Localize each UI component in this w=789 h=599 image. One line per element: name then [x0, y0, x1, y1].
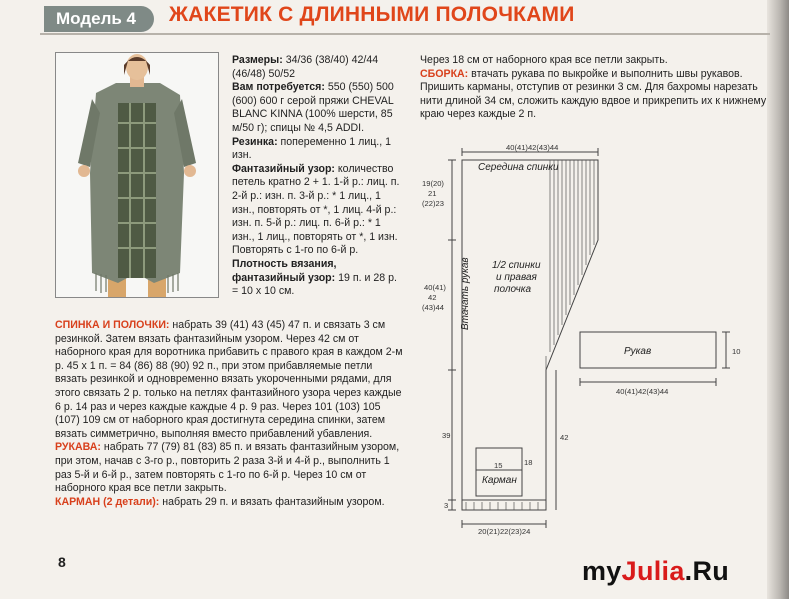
sleeves-heading: РУКАВА: — [55, 441, 101, 454]
header-divider — [40, 33, 770, 35]
model-tag — [44, 6, 154, 32]
continued-block — [420, 54, 768, 122]
page-binding-edge — [767, 0, 789, 599]
density-label: Плотность вязания, фантазийный узор: — [232, 257, 337, 284]
sleeve-label: Рукав — [624, 346, 652, 357]
watermark-logo — [582, 556, 729, 587]
height-3-text: 3 — [444, 501, 449, 510]
materials-value: 550 (550) 500 (600) 600 г серой пряжи CHEVAL BLANC KINNA (100% шерсти, 85 м/50 г); спицы № 4,5 ADDI. — [232, 81, 394, 134]
model-label: Модель 4 — [56, 9, 136, 28]
sleeve-height-text: 10 — [732, 347, 741, 356]
assembly-heading: СБОРКА: — [420, 67, 469, 80]
mid-height-text-3: (43)44 — [422, 303, 444, 312]
sleeve-insert-label: Втачать рукав — [460, 257, 471, 330]
top-height-text-2: 21 — [428, 189, 437, 198]
density-value: 19 п. и 28 р. = 10 х 10 см. — [232, 271, 397, 298]
fancy-pattern-label: Фантазийный узор: — [232, 162, 335, 175]
bottom-width-text: 20(21)22(23)24 — [478, 527, 531, 536]
pattern-diagram — [420, 140, 770, 540]
pocket-height-text: 18 — [524, 458, 533, 467]
instructions-block — [55, 319, 405, 509]
top-width-text: 40(41)42(43)44 — [506, 143, 559, 152]
middle-back-text: Середина спинки — [478, 162, 559, 173]
back-heading: СПИНКА И ПОЛОЧКИ: — [55, 319, 170, 331]
pocket-text: набрать 29 п. и вязать фантазийным узором. — [162, 495, 385, 508]
watermark-part-1: my — [582, 556, 622, 586]
height-42-text: 42 — [560, 433, 569, 442]
sizes-value: 34/36 (38/40) 42/44 (46/48) 50/52 — [232, 54, 379, 80]
materials-label: Вам потребуется: — [232, 81, 325, 94]
model-photo — [55, 52, 219, 298]
top-height-text-3: (22)23 — [422, 199, 444, 208]
center-label-1: 1/2 спинки — [492, 260, 541, 271]
height-39-text: 39 — [442, 431, 451, 440]
page-title: ЖАКЕТИК С ДЛИННЫМИ ПОЛОЧКАМИ — [169, 3, 575, 26]
mid-height-text-1: 40(41) — [424, 283, 446, 292]
center-label-3: полочка — [494, 284, 532, 295]
page-number: 8 — [58, 554, 66, 570]
mid-height-text-2: 42 — [428, 293, 437, 302]
top-height-text-1: 19(20) — [422, 179, 444, 188]
pocket-heading: КАРМАН (2 детали): — [55, 495, 160, 508]
sleeves-text: набрать 77 (79) 81 (83) 85 п. и вязать фантазийным узором, при этом, начав с 3-го р., повторить 2 раза 3-й и 4-й р., выполнить 1 раз 5-й и 6-й р., затем повторять с 1-го по 6-й р. Через 10 см от наборного края все петли закрыть. — [55, 441, 400, 495]
sizes-label: Размеры: — [232, 54, 283, 66]
assembly-text: втачать рукава по выкройке и выполнить швы рукавов. Пришить карманы, отступив от резинки 3 см. Для бахромы нарезать нити длиной 34 см, сложить каждую вдвое и прикрепить их к нижнему краю через каждые 2 п. — [420, 67, 767, 121]
pocket-width-text: 15 — [494, 461, 503, 470]
watermark-part-3: .Ru — [684, 556, 730, 586]
pocket-outline — [476, 448, 522, 496]
model-photo-illustration — [56, 53, 218, 297]
fancy-pattern-value: количество петель кратно 2 + 1. 1-й р.: лиц. п. 2-й р.: изн. п. 3-й р.: * 1 лиц., 1 изн., повторять от *, 1 лиц. 4-й р.: изн. п. 5-й р.: лиц. п. 6-й р.: * 1 изн., 1 лиц., повторять от *, 1 изн. Повторять с 1-го по 6-й р. — [232, 162, 400, 257]
pocket-label: Карман — [482, 475, 517, 486]
center-label-2: и правая — [496, 272, 537, 283]
back-text: набрать 39 (41) 43 (45) 47 п. и связать 3 см резинкой. Затем вязать фантазийным узором. Через 42 см от наборного края для воротника прибавить с правого края в каждом 2-м р. 45 х 1 п. = 84 (86) 88 (90) 92 п., при этом прибавляемые петли вязать резинкой и одновременно вязать укороченными рядами, для этого связать 2 р. только на петлях фантазийного узора через каждые 6 р. 14 раз и через каждые каждые 4 р. 9 раз. Через 101 (103) 105 (107) 109 см от наборного края достигнута середина спинки, затем вязать симметрично, выполняя вместо прибавлений убавления. — [55, 319, 403, 440]
rib-value: попеременно 1 лиц., 1 изн. — [232, 135, 392, 162]
continued-text: Через 18 см от наборного края все петли закрыть. — [420, 54, 668, 66]
rib-label: Резинка: — [232, 135, 278, 148]
sleeve-width-text: 40(41)42(43)44 — [616, 387, 669, 396]
watermark-part-2: Julia — [621, 556, 685, 586]
specs-block — [232, 54, 402, 299]
